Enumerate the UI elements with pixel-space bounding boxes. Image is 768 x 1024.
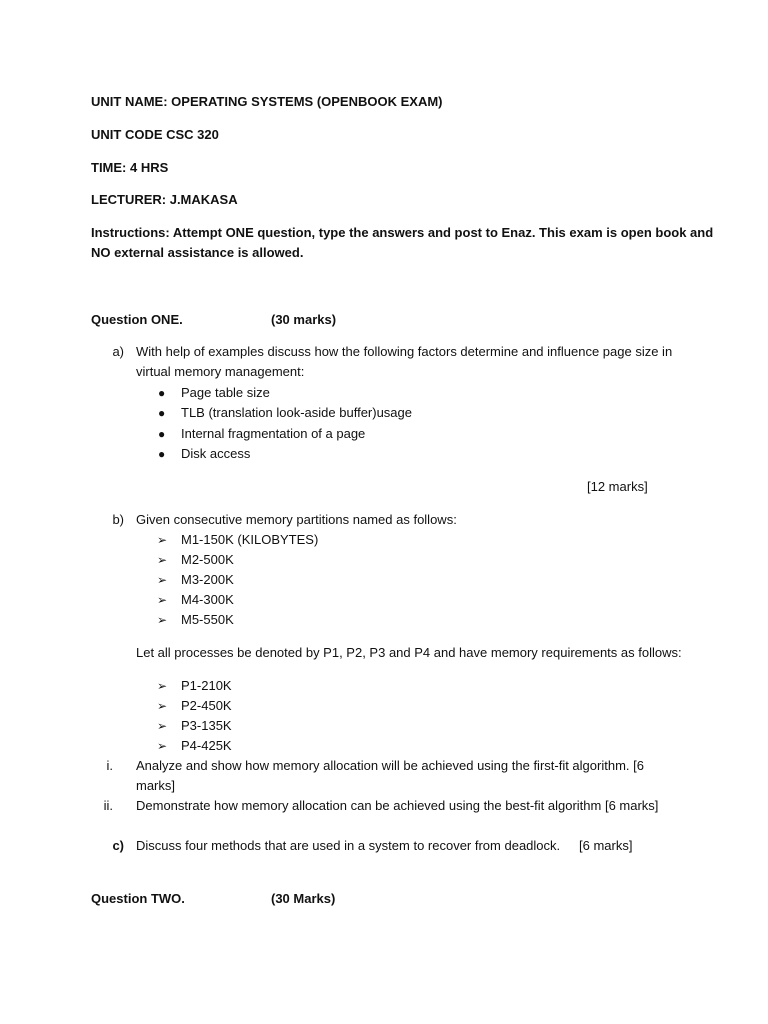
arrowhead-bullet-icon: ➢ [157,573,168,587]
exam-time: TIME: 4 HRS [91,160,169,175]
bullet-icon: ● [158,427,166,441]
list-item: TLB (translation look-aside buffer)usage [181,405,412,420]
process-item: P2-450K [181,698,232,713]
part-a-marks: [12 marks] [587,479,648,494]
unit-name: UNIT NAME: OPERATING SYSTEMS (OPENBOOK EXAM) [91,94,443,109]
arrowhead-bullet-icon: ➢ [157,533,168,547]
list-item: Internal fragmentation of a page [181,426,366,441]
part-b-intro: Given consecutive memory partitions named as follows: [136,512,457,527]
question-one-marks: (30 marks) [271,312,337,327]
part-c-marks: [6 marks] [579,838,633,853]
process-intro: Let all processes be denoted by P1, P2, P3 and P4 and have memory requirements as follows: [136,645,682,660]
part-a-marker: a) [112,344,124,359]
question-one-title: Question ONE. [91,312,183,327]
arrowhead-bullet-icon: ➢ [157,613,168,627]
bullet-icon: ● [158,386,166,400]
question-two-title: Question TWO. [91,891,185,906]
arrowhead-bullet-icon: ➢ [157,719,168,733]
part-b-marker: b) [112,512,124,527]
list-item: Page table size [181,385,270,400]
arrowhead-bullet-icon: ➢ [157,679,168,693]
partition-item: M5-550K [181,612,234,627]
arrowhead-bullet-icon: ➢ [157,739,168,753]
sub-ii-text: Demonstrate how memory allocation can be achieved using the best-fit algorithm [6 marks] [136,798,659,813]
partition-item: M3-200K [181,572,234,587]
instructions-line-2: NO external assistance is allowed. [91,245,304,260]
question-two-marks: (30 Marks) [271,891,336,906]
partition-item: M1-150K (KILOBYTES) [181,532,319,547]
sub-i-line-2: marks] [136,778,175,793]
part-a-text-line-2: virtual memory management: [136,364,305,379]
sub-ii-marker: ii. [103,798,113,813]
process-item: P4-425K [181,738,232,753]
partition-item: M4-300K [181,592,234,607]
part-a-text-line-1: With help of examples discuss how the following factors determine and influence page size in [136,344,673,359]
bullet-icon: ● [158,447,166,461]
part-c-text: Discuss four methods that are used in a system to recover from deadlock. [136,838,561,853]
arrowhead-bullet-icon: ➢ [157,593,168,607]
bullet-icon: ● [158,406,166,420]
lecturer: LECTURER: J.MAKASA [91,192,238,207]
process-item: P1-210K [181,678,232,693]
process-item: P3-135K [181,718,232,733]
sub-i-marker: i. [106,758,113,773]
sub-i-line-1: Analyze and show how memory allocation will be achieved using the first-fit algorithm. [6 [136,758,644,773]
instructions-line-1: Instructions: Attempt ONE question, type the answers and post to Enaz. This exam is open book and [91,225,714,240]
part-c-marker: c) [112,838,124,853]
arrowhead-bullet-icon: ➢ [157,553,168,567]
unit-code: UNIT CODE CSC 320 [91,127,219,142]
partition-item: M2-500K [181,552,234,567]
list-item: Disk access [181,446,251,461]
arrowhead-bullet-icon: ➢ [157,699,168,713]
